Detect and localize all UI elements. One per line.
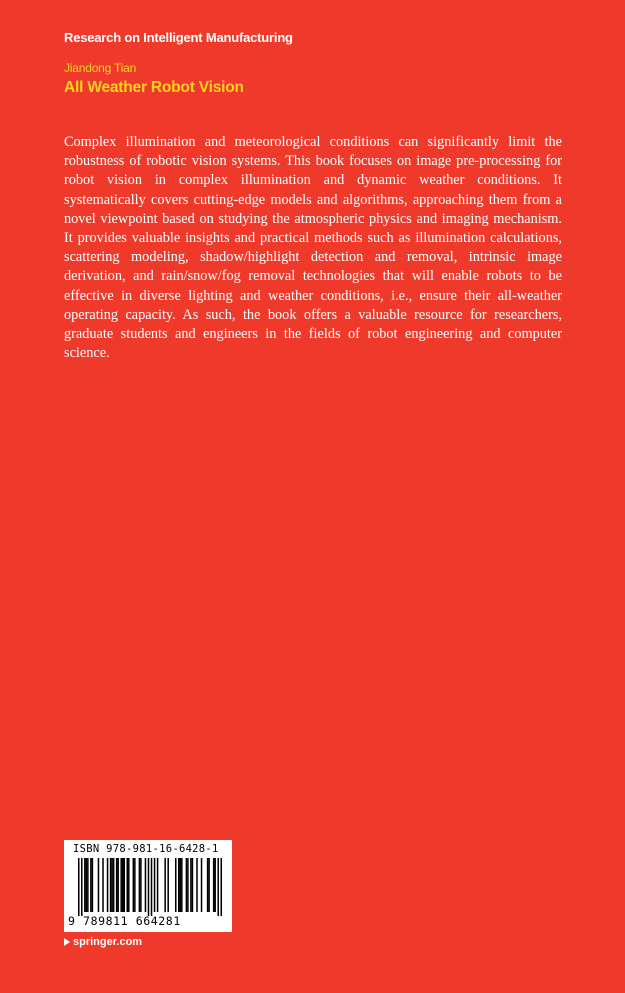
barcode-bar bbox=[116, 858, 118, 912]
barcode-bar bbox=[145, 858, 147, 912]
book-title: All Weather Robot Vision bbox=[64, 79, 244, 96]
barcode-bars bbox=[78, 858, 222, 916]
barcode-bar bbox=[220, 858, 222, 916]
barcode-bar bbox=[78, 858, 80, 916]
publisher-website[interactable] bbox=[64, 936, 142, 948]
barcode-bar bbox=[175, 858, 177, 912]
isbn-barcode bbox=[64, 840, 232, 932]
barcode-bar bbox=[157, 858, 159, 912]
barcode-bar bbox=[117, 858, 119, 912]
barcode-bar bbox=[127, 858, 129, 912]
barcode-bar bbox=[110, 858, 112, 912]
barcode-bar bbox=[214, 858, 216, 912]
author-name: Jiandong Tian bbox=[64, 61, 137, 75]
barcode-bar bbox=[128, 858, 130, 912]
barcode-bar bbox=[196, 858, 198, 912]
barcode-bar bbox=[111, 858, 113, 912]
barcode-bar bbox=[120, 858, 122, 912]
arrow-icon bbox=[64, 938, 70, 946]
barcode-bar bbox=[140, 858, 142, 912]
barcode-bar bbox=[180, 858, 182, 912]
barcode-bar bbox=[154, 858, 156, 912]
barcode-bar bbox=[151, 858, 153, 916]
barcode-bar bbox=[123, 858, 125, 912]
barcode-bar bbox=[90, 858, 92, 912]
barcode-bar bbox=[148, 858, 150, 916]
book-description: Complex illumination and meteorological conditions can significantly limit the robustness of robotic vision systems. This book focuses on image pre-processing for robot vision in complex illumination and dynamic weather conditions. It systematically covers cutting-edge models and algorithms, approaching them from a novel viewpoint based on studying the atmospheric physics and imaging mechanism. It provides valuable insights and practical methods such as illumination calculations, scattering modeling, shadow/highlight detection and removal, intrinsic image derivation, and rain/snow/fog removal technologies that will enable robots to be effective in diverse lighting and weather conditions, i.e., ensure their all-weather operating capacity. As such, the book offers a valuable resource for researchers, graduate students and engineers in the fields of robot engineering and computer science. bbox=[64, 134, 562, 362]
barcode-bar bbox=[190, 858, 192, 912]
barcode-bar bbox=[217, 858, 219, 916]
barcode-bar bbox=[187, 858, 189, 912]
barcode-bar bbox=[84, 858, 86, 912]
barcode-bar bbox=[167, 858, 169, 912]
barcode-bar bbox=[208, 858, 210, 912]
isbn-text: ISBN 978-981-16-6428-1 bbox=[73, 843, 219, 855]
barcode-bar bbox=[164, 858, 166, 912]
barcode-bar bbox=[207, 858, 209, 912]
ean-digits: 9 789811 664281 bbox=[68, 914, 181, 928]
barcode-bar bbox=[133, 858, 135, 912]
barcode-bar bbox=[201, 858, 203, 912]
barcode-bar bbox=[81, 858, 83, 916]
barcode-bar bbox=[98, 858, 100, 912]
barcode-bar bbox=[181, 858, 183, 912]
barcode-bar bbox=[139, 858, 141, 912]
barcode-bar bbox=[134, 858, 136, 912]
barcode-bar bbox=[186, 858, 188, 912]
barcode-bar bbox=[107, 858, 109, 912]
barcode-bar bbox=[87, 858, 89, 912]
series-name: Research on Intelligent Manufacturing bbox=[64, 30, 293, 45]
barcode-bar bbox=[102, 858, 104, 912]
barcode-bar bbox=[213, 858, 215, 912]
barcode-bar bbox=[92, 858, 94, 912]
barcode-bar bbox=[178, 858, 180, 912]
barcode-bar bbox=[86, 858, 88, 912]
barcode-bar bbox=[113, 858, 115, 912]
barcode-bar bbox=[192, 858, 194, 912]
website-label: springer.com bbox=[73, 936, 143, 948]
barcode-bar bbox=[122, 858, 124, 912]
